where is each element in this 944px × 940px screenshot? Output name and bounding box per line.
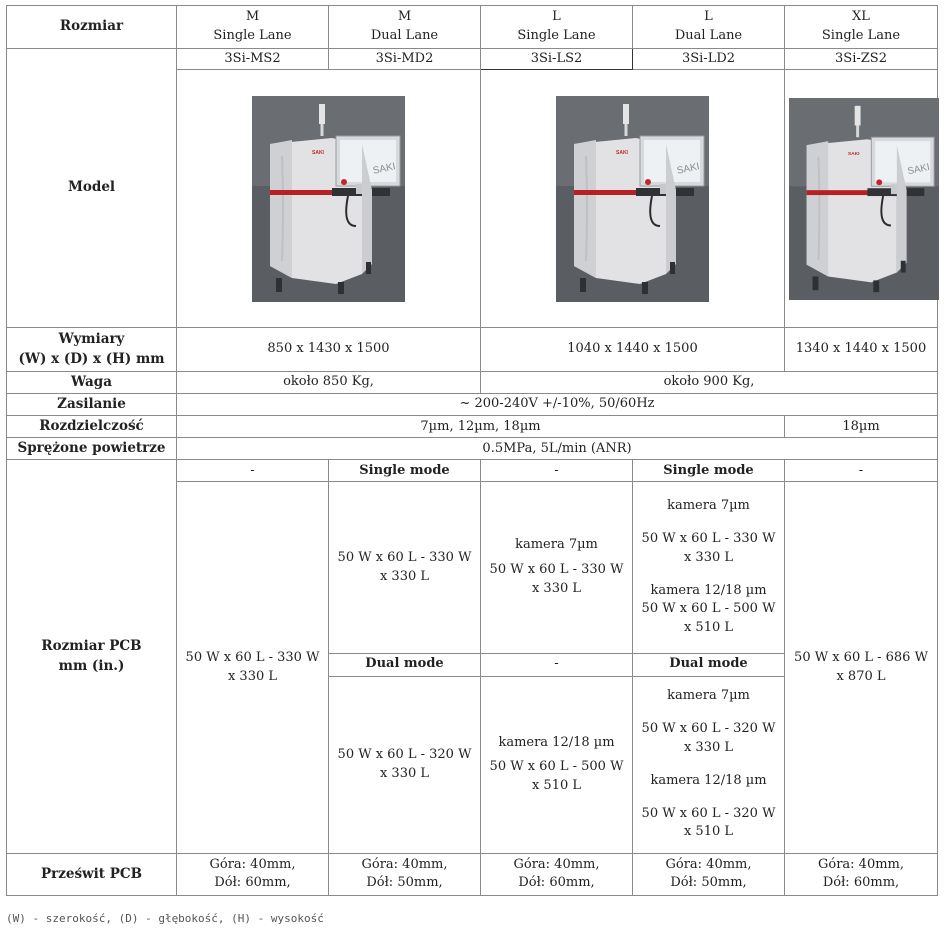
machine-image-xl — [785, 70, 938, 328]
row-label-pcb: Rozmiar PCB mm (in.) — [7, 460, 177, 853]
row-label-power: Zasilanie — [7, 394, 177, 416]
svg-text:SAKI: SAKI — [847, 151, 860, 157]
model-code: 3Si-MS2 — [177, 49, 329, 70]
row-label-clearance: Prześwit PCB — [7, 853, 177, 895]
pcb-ms2: 50 W x 60 L - 330 W x 330 L — [177, 482, 329, 853]
svg-text:SAKI: SAKI — [906, 161, 931, 177]
weight-m: około 850 Kg, — [177, 372, 481, 394]
dimensions-xl: 1340 x 1440 x 1500 — [785, 328, 938, 372]
row-label-model: Model — [7, 49, 177, 328]
pcb-ld2-dual: kamera 7µm 50 W x 60 L - 320 W x 330 L kamera 12/18 µm 50 W x 60 L - 320 W x 510 L — [633, 676, 785, 853]
row-label-weight: Waga — [7, 372, 177, 394]
header-col-ld2: L Dual Lane — [633, 6, 785, 49]
header-col-ls2: L Single Lane — [481, 6, 633, 49]
model-code: 3Si-ZS2 — [785, 49, 938, 70]
resolution-xl: 18µm — [785, 416, 938, 438]
pcb-ls2-bottom: kamera 12/18 µm 50 W x 60 L - 500 W x 510 L — [481, 676, 633, 853]
pcb-dash: - — [785, 460, 938, 482]
footnote: (W) - szerokość, (D) - głębokość, (H) - wysokość — [6, 912, 324, 925]
pcb-dash: - — [481, 460, 633, 482]
clearance-ld2: Góra: 40mm, Dół: 50mm, — [633, 853, 785, 895]
row-label-air: Sprężone powietrze — [7, 438, 177, 460]
header-col-zs2: XL Single Lane — [785, 6, 938, 49]
pcb-md2-dual: 50 W x 60 L - 320 W x 330 L — [329, 676, 481, 853]
machine-photo-icon — [252, 96, 405, 302]
header-col-md2: M Dual Lane — [329, 6, 481, 49]
clearance-ls2: Góra: 40mm, Dół: 60mm, — [481, 853, 633, 895]
pcb-ld2-single: kamera 7µm 50 W x 60 L - 330 W x 330 L kamera 12/18 µm 50 W x 60 L - 500 W x 510 L — [633, 482, 785, 653]
machine-photo-icon — [556, 96, 709, 302]
machine-photo-icon — [789, 98, 939, 300]
clearance-ms2: Góra: 40mm, Dół: 60mm, — [177, 853, 329, 895]
pcb-dash: - — [177, 460, 329, 482]
dimensions-l: 1040 x 1440 x 1500 — [481, 328, 785, 372]
machine-image-m — [177, 70, 481, 328]
header-col-ms2: M Single Lane — [177, 6, 329, 49]
pcb-dual-mode-header: Dual mode — [633, 653, 785, 676]
pcb-single-mode-header: Single mode — [633, 460, 785, 482]
row-label-size: Rozmiar — [7, 6, 177, 49]
clearance-md2: Góra: 40mm, Dół: 50mm, — [329, 853, 481, 895]
pcb-zs2: 50 W x 60 L - 686 W x 870 L — [785, 482, 938, 853]
clearance-zs2: Góra: 40mm, Dół: 60mm, — [785, 853, 938, 895]
pcb-single-mode-header: Single mode — [329, 460, 481, 482]
model-code: 3Si-LS2 — [481, 49, 633, 70]
row-label-dimensions: Wymiary (W) x (D) x (H) mm — [7, 328, 177, 372]
row-label-resolution: Rozdzielczość — [7, 416, 177, 438]
pcb-ls2-top: kamera 7µm 50 W x 60 L - 330 W x 330 L — [481, 482, 633, 653]
svg-text:SAKI: SAKI — [312, 149, 324, 156]
resolution-m-l: 7µm, 12µm, 18µm — [177, 416, 785, 438]
dimensions-m: 850 x 1430 x 1500 — [177, 328, 481, 372]
pcb-dash: - — [481, 653, 633, 676]
machine-image-l — [481, 70, 785, 328]
pcb-md2-single: 50 W x 60 L - 330 W x 330 L — [329, 482, 481, 653]
svg-text:SAKI: SAKI — [616, 149, 628, 156]
svg-text:SAKI: SAKI — [676, 160, 701, 177]
model-code: 3Si-MD2 — [329, 49, 481, 70]
pcb-dual-mode-header: Dual mode — [329, 653, 481, 676]
weight-l: około 900 Kg, — [481, 372, 938, 394]
air-value: 0.5MPa, 5L/min (ANR) — [177, 438, 938, 460]
power-value: ~ 200-240V +/-10%, 50/60Hz — [177, 394, 938, 416]
spec-table — [6, 5, 938, 896]
svg-text:SAKI: SAKI — [372, 160, 397, 177]
model-code: 3Si-LD2 — [633, 49, 785, 70]
